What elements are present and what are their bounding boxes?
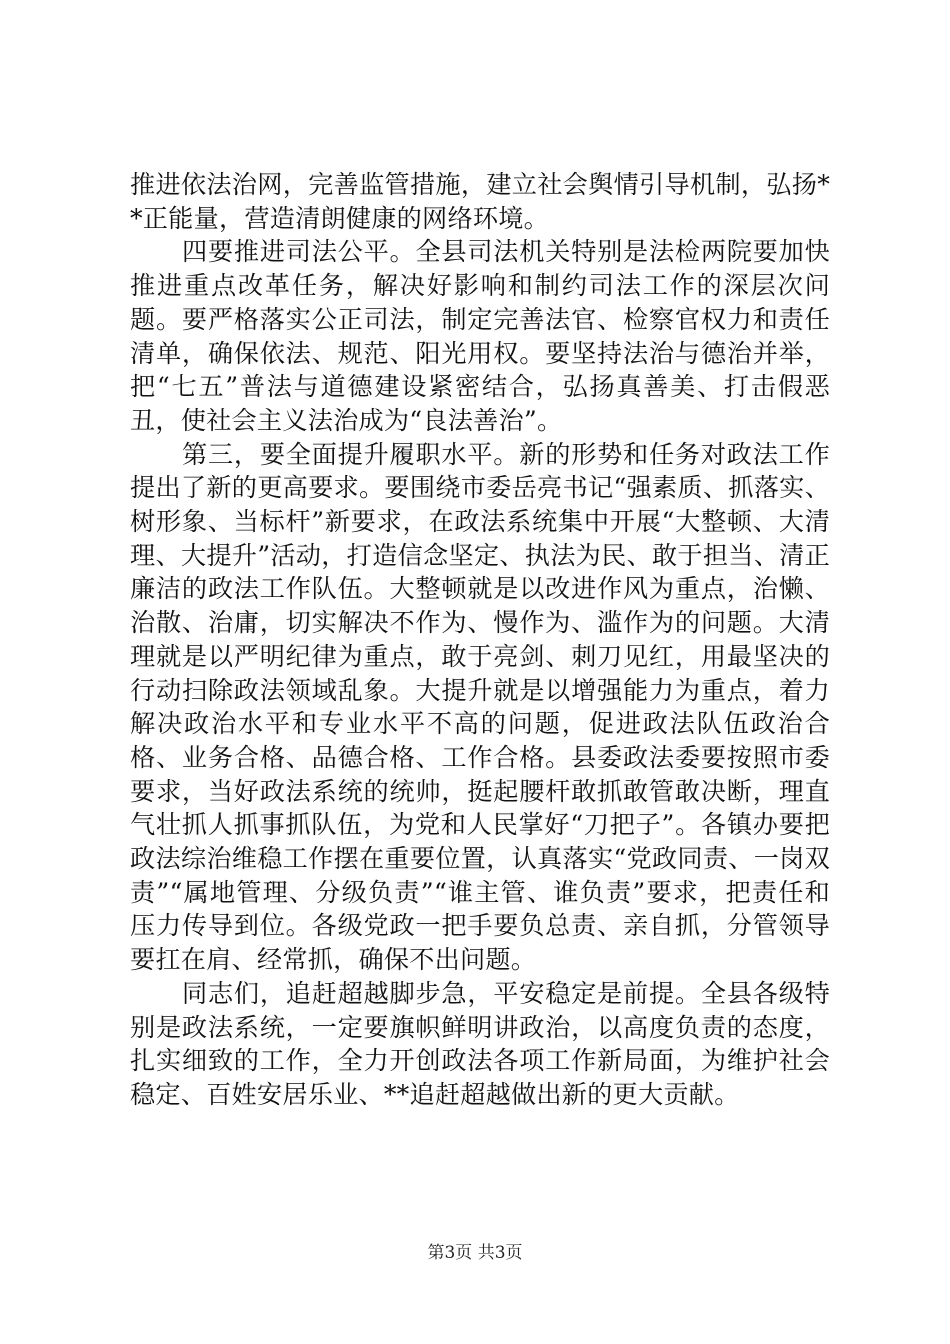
page-footer: 第3页 共3页: [427, 1243, 523, 1263]
document-body: [130, 168, 830, 1112]
paragraph-performance-level: 第三，要全面提升履职水平。新的形势和任务对政法工作提出了新的更高要求。要围绕市委岳亮书记“强素质、抓落实、树形象、当标杆”新要求，在政法系统集中开展“大整顿、大清理、大提升”活动，打造信念坚定、执法为民、敢于担当、清正廉洁的政法工作队伍。大整顿就是以改进作风为重点，治懒、治散、治庸，切实解决不作为、慢作为、滥作为的问题。大清理就是以严明纪律为重点，敢于亮剑、刺刀见红，用最坚决的行动扫除政法领域乱象。大提升就是以增强能力为重点，着力解决政治水平和专业水平不高的问题，促进政法队伍政治合格、业务合格、品德合格、工作合格。县委政法委要按照市委要求，当好政法系统的统帅，挺起腰杆敢抓敢管敢决断，理直气壮抓人抓事抓队伍，为党和人民掌好“刀把子”。各镇办要把政法综治维稳工作摆在重要位置，认真落实“党政同责、一岗双责”“属地管理、分级负责”“谁主管、谁负责”要求，把责任和压力传导到位。各级党政一把手要负总责、亲自抓，分管领导要扛在肩、经常抓，确保不出问题。: [130, 439, 830, 975]
paragraph-continued: 推进依法治网，完善监管措施，建立社会舆情引导机制，弘扬**正能量，营造清朗健康的网络环境。: [130, 170, 830, 233]
paragraph-conclusion: 同志们，追赶超越脚步急，平安稳定是前提。全县各级特别是政法系统，一定要旗帜鲜明讲政治，以高度负责的态度，扎实细致的工作，全力开创政法各项工作新局面，为维护社会稳定、百姓安居乐业、**追赶超越做出新的更大贡献。: [130, 978, 830, 1109]
paragraph-judicial-fairness: 四要推进司法公平。全县司法机关特别是法检两院要加快推进重点改革任务，解决好影响和制约司法工作的深层次问题。要严格落实公正司法，制定完善法官、检察官权力和责任清单，确保依法、规范、阳光用权。要坚持法治与德治并举，把“七五”普法与道德建设紧密结合，弘扬真善美、打击假恶丑，使社会主义法治成为“良法善治”。: [130, 237, 830, 435]
